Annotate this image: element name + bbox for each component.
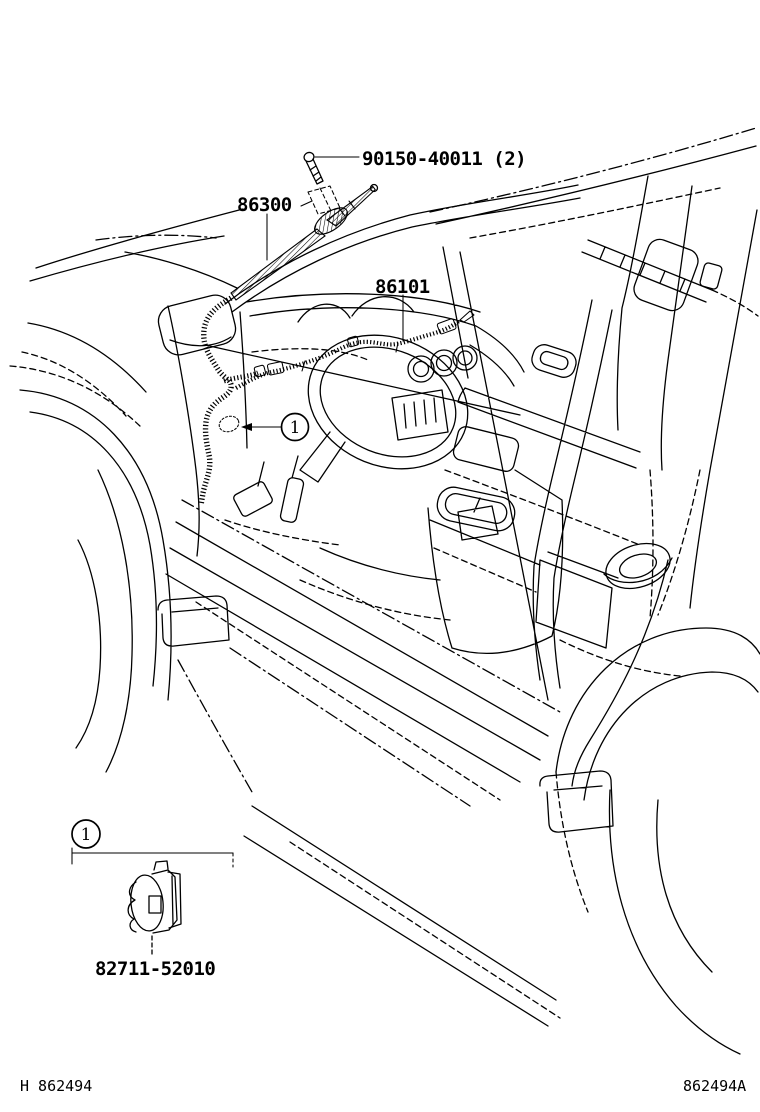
antenna-cord-branch [224, 373, 258, 381]
lower-dash-panel [452, 425, 520, 473]
footer-code-right: 862494A [683, 1077, 747, 1095]
door-mirror [155, 292, 239, 358]
body-outline-dashed [10, 188, 758, 1018]
label-cord-part-number[interactable]: 86101 [375, 276, 430, 298]
door-pull-handle [529, 342, 579, 380]
callout-1-main[interactable] [241, 414, 309, 441]
instrument-cluster [408, 346, 477, 382]
screw-dashed-guides [308, 186, 340, 214]
antenna-assembly [231, 151, 378, 300]
antenna-cord [201, 298, 266, 505]
label-connector-part-number[interactable]: 82711-52010 [95, 958, 216, 980]
callout-1-detail[interactable] [72, 820, 233, 867]
callout-1-detail-number: 1 [80, 825, 92, 845]
footer-code-left: H 862494 [20, 1077, 93, 1095]
label-screw-part-number[interactable]: 90150-40011 (2) [362, 148, 527, 170]
coax-connector-left [267, 361, 284, 375]
coax-cord-run [236, 320, 460, 388]
vehicle-body-line-art [10, 128, 760, 1054]
connector-drawing [128, 861, 181, 957]
label-antenna-part-number[interactable]: 86300 [237, 194, 292, 216]
quarter-window [631, 236, 702, 314]
cord-grommet [217, 414, 241, 434]
coax-end-plug [460, 311, 474, 322]
pedals [232, 477, 304, 523]
antenna-cord-run [201, 298, 231, 505]
callout-bracket [72, 848, 233, 864]
seatbelt-anchor [699, 262, 723, 290]
screw-icon [303, 151, 323, 184]
callout-1-number: 1 [289, 418, 301, 438]
